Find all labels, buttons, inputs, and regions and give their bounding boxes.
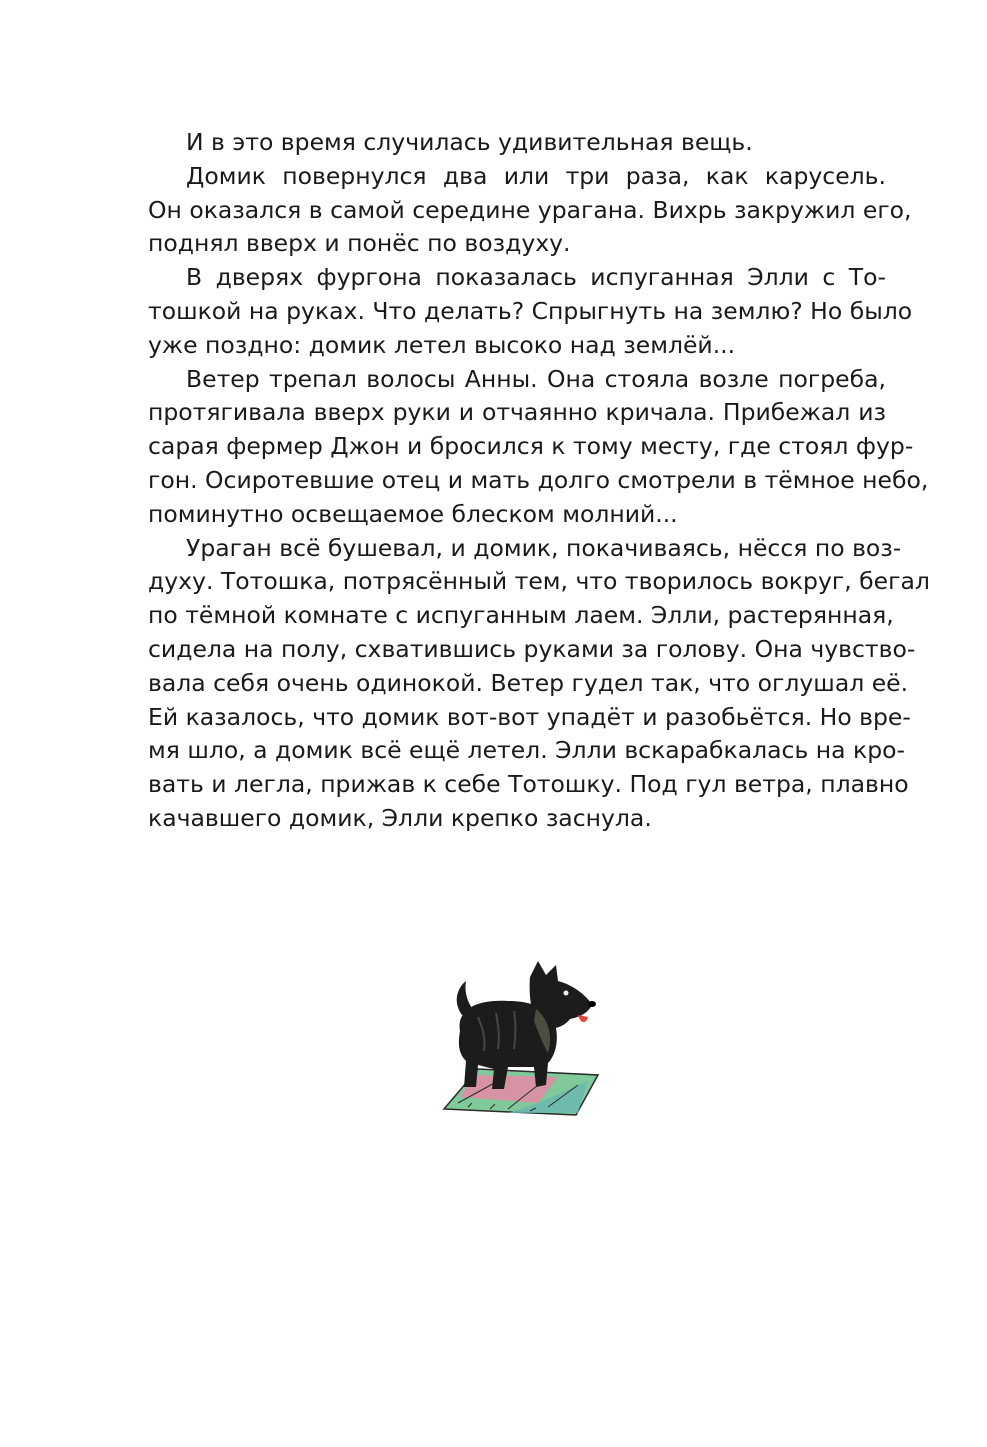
- text-line: вала себя очень одинокой. Ветер гудел так, что оглушал её.: [148, 668, 909, 697]
- text-line: протягивала вверх руки и отчаянно кричала. Прибежал из: [148, 398, 886, 427]
- text-line: вать и легла, прижав к себе Тотошку. Под гул ветра, плавно: [148, 770, 909, 799]
- text-line: Ураган всё бушевал, и домик, покачиваясь, нёсся по воз-: [186, 533, 902, 562]
- paragraph: [148, 363, 929, 532]
- text-line: гон. Осиротевшие отец и мать долго смотрели в тёмное небо,: [148, 465, 929, 494]
- story-text: [148, 126, 930, 836]
- dog-illustration: [438, 957, 606, 1117]
- text-line: духу. Тотошка, потрясённый тем, что творилось вокруг, бегал: [148, 567, 930, 596]
- text-line: мя шло, а домик всё ещё летел. Элли вскарабкалась на кро-: [148, 736, 905, 765]
- paragraph: [148, 160, 912, 261]
- text-line: поминутно освещаемое блеском молний...: [148, 499, 678, 528]
- text-line: поднял вверх и понёс по воздуху.: [148, 229, 571, 258]
- paragraph: [148, 532, 930, 836]
- paragraph: [148, 261, 913, 362]
- text-line: сидела на полу, схватившись руками за голову. Она чувство-: [148, 634, 916, 663]
- text-line: уже поздно: домик летел высоко над землёй...: [148, 330, 736, 359]
- text-line: качавшего домик, Элли крепко заснула.: [148, 803, 652, 832]
- text-line: Домик повернулся два или три раза, как карусель.: [186, 161, 886, 190]
- text-line: Он оказался в самой середине урагана. Вихрь закружил его,: [148, 195, 912, 224]
- text-line: Ей казалось, что домик вот-вот упадёт и разобьётся. Но вре-: [148, 702, 911, 731]
- text-line: И в это время случилась удивительная вещь.: [186, 128, 753, 156]
- text-line: Ветер трепал волосы Анны. Она стояла возле погреба,: [186, 364, 886, 393]
- paragraph: [148, 126, 886, 160]
- text-line: сарая фермер Джон и бросился к тому месту, где стоял фур-: [148, 432, 914, 461]
- text-line: В дверях фургона показалась испуганная Элли с То-: [186, 263, 886, 292]
- text-line: по тёмной комнате с испуганным лаем. Элли, растерянная,: [148, 601, 894, 630]
- text-line: тошкой на руках. Что делать? Спрыгнуть на землю? Но было: [148, 296, 913, 325]
